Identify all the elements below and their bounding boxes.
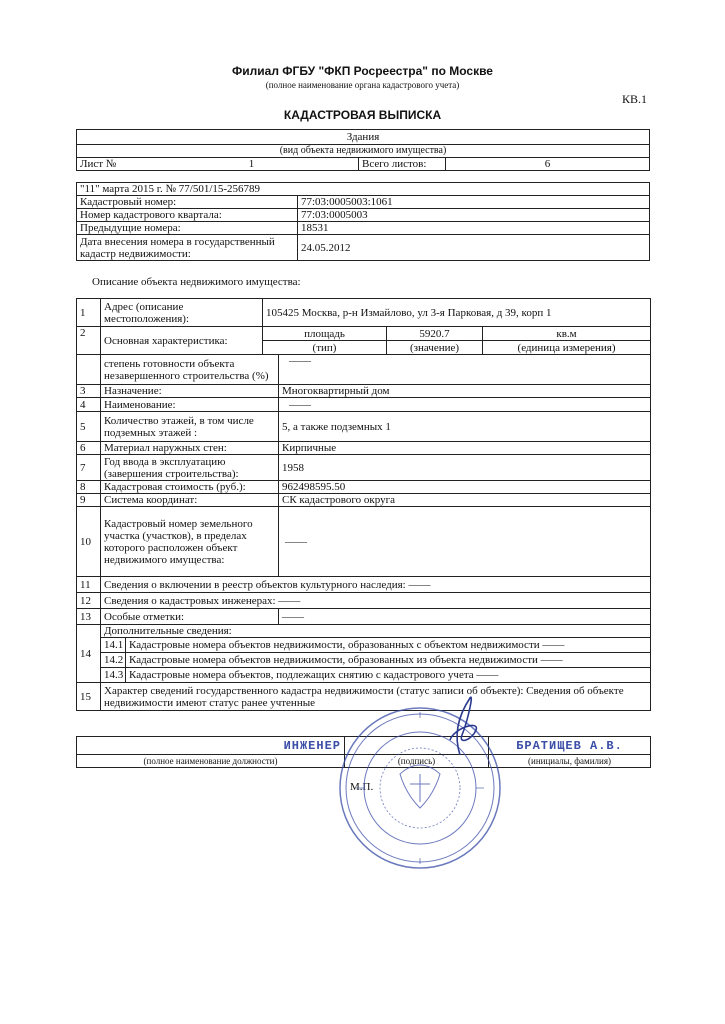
char-value-caption: (значение)	[387, 341, 483, 355]
floors-label: Количество этажей, в том числе подземных этажей :	[101, 412, 279, 442]
info-label: Предыдущие номера:	[77, 222, 298, 235]
org-caption: (полное наименование органа кадастрового учета)	[265, 80, 460, 90]
extra-label: Дополнительные сведения:	[101, 625, 651, 638]
sub-text: Кадастровые номера объектов недвижимости, образованных из объекта недвижимости ——	[126, 653, 651, 668]
main-table	[76, 298, 651, 711]
readiness-label: степень готовности объекта незавершенного строительства (%)	[101, 355, 279, 385]
row-num: 7	[77, 455, 101, 481]
object-kind: Здания	[77, 130, 650, 145]
kind-table	[76, 129, 650, 171]
sub-text: Кадастровые номера объектов недвижимости, образованных с объектом недвижимости ——	[126, 638, 651, 653]
info-label: Дата внесения номера в государственный кадастр недвижимости:	[77, 235, 298, 261]
mp-label: М.П.	[350, 781, 374, 793]
row-num: 13	[77, 609, 101, 625]
address-value: 105425 Москва, р-н Измайлово, ул 3-я Парковая, д 39, корп 1	[263, 299, 651, 327]
row-num: 11	[77, 577, 101, 593]
row-num: 15	[77, 683, 101, 711]
year-label: Год ввода в эксплуатацию (завершения строительства):	[101, 455, 279, 481]
name-value: ——	[279, 398, 651, 412]
row-num: 9	[77, 494, 101, 507]
char-unit-caption: (единица измерения)	[483, 341, 651, 355]
row-num: 2	[77, 327, 101, 355]
row-num: 5	[77, 412, 101, 442]
row-num: 3	[77, 385, 101, 398]
row-num: 6	[77, 442, 101, 455]
position-stamp: ИНЖЕНЕР	[77, 737, 345, 755]
info-value: 18531	[298, 222, 650, 235]
row-num: 8	[77, 481, 101, 494]
floors-value: 5, а также подземных 1	[279, 412, 651, 442]
object-kind-caption: (вид объекта недвижимого имущества)	[77, 145, 650, 158]
heritage-text: Сведения о включении в реестр объектов культурного наследия: ——	[101, 577, 651, 593]
walls-label: Материал наружных стен:	[101, 442, 279, 455]
name-stamp: БРАТИЩЕВ А.В.	[489, 737, 651, 755]
total-value: 6	[446, 158, 650, 171]
sheet-value: 1	[145, 158, 359, 171]
char-type-caption: (тип)	[263, 341, 387, 355]
row-num: 4	[77, 398, 101, 412]
sub-num: 14.3	[101, 668, 126, 683]
char-value: 5920.7	[387, 327, 483, 341]
info-value: 77:03:0005003:1061	[298, 196, 650, 209]
signature-scribble-icon	[432, 690, 492, 760]
address-label: Адрес (описание местоположения):	[101, 299, 263, 327]
row-num: 14	[77, 625, 101, 683]
position-caption: (полное наименование должности)	[77, 755, 345, 768]
doc-title: КАДАСТРОВАЯ ВЫПИСКА	[283, 108, 442, 122]
walls-value: Кирпичные	[279, 442, 651, 455]
total-label: Всего листов:	[359, 158, 446, 171]
main-char-label: Основная характеристика:	[101, 327, 263, 355]
year-value: 1958	[279, 455, 651, 481]
name-label: Наименование:	[101, 398, 279, 412]
cost-value: 962498595.50	[279, 481, 651, 494]
engineers-text: Сведения о кадастровых инженерах: ——	[101, 593, 651, 609]
info-value: 77:03:0005003	[298, 209, 650, 222]
info-table	[76, 182, 650, 261]
row-num: 10	[77, 507, 101, 577]
cost-label: Кадастровая стоимость (руб.):	[101, 481, 279, 494]
land-label: Кадастровый номер земельного участка (участков), в пределах которого расположен объект недвижимого имущества:	[101, 507, 279, 577]
sub-text: Кадастровые номера объектов, подлежащих снятию с кадастрового учета ——	[126, 668, 651, 683]
org-title: Филиал ФГБУ "ФКП Росреестра" по Москве	[232, 64, 493, 78]
info-value: 24.05.2012	[298, 235, 650, 261]
row-num: 1	[77, 299, 101, 327]
coords-value: СК кадастрового округа	[279, 494, 651, 507]
sign-caption: (подпись)	[345, 755, 489, 768]
notes-label: Особые отметки:	[101, 609, 279, 625]
readiness-value: ——	[279, 355, 651, 385]
sub-num: 14.2	[101, 653, 126, 668]
row-num: 12	[77, 593, 101, 609]
name-caption: (инициалы, фамилия)	[489, 755, 651, 768]
sheet-label: Лист №	[77, 158, 146, 171]
land-value: ——	[279, 507, 651, 577]
notes-value: ——	[279, 609, 651, 625]
info-label: Кадастровый номер:	[77, 196, 298, 209]
char-type: площадь	[263, 327, 387, 341]
coords-label: Система координат:	[101, 494, 279, 507]
info-label: Номер кадастрового квартала:	[77, 209, 298, 222]
sub-num: 14.1	[101, 638, 126, 653]
date-line: "11" марта 2015 г. № 77/501/15-256789	[77, 183, 650, 196]
purpose-value: Многоквартирный дом	[279, 385, 651, 398]
purpose-label: Назначение:	[101, 385, 279, 398]
char-unit: кв.м	[483, 327, 651, 341]
form-code: КВ.1	[622, 92, 648, 106]
desc-heading: Описание объекта недвижимого имущества:	[92, 276, 301, 288]
status-text: Характер сведений государственного кадастра недвижимости (статус записи об объекте): Сведения об объекте недвижимости имеют статус ранее учтенные	[101, 683, 651, 711]
